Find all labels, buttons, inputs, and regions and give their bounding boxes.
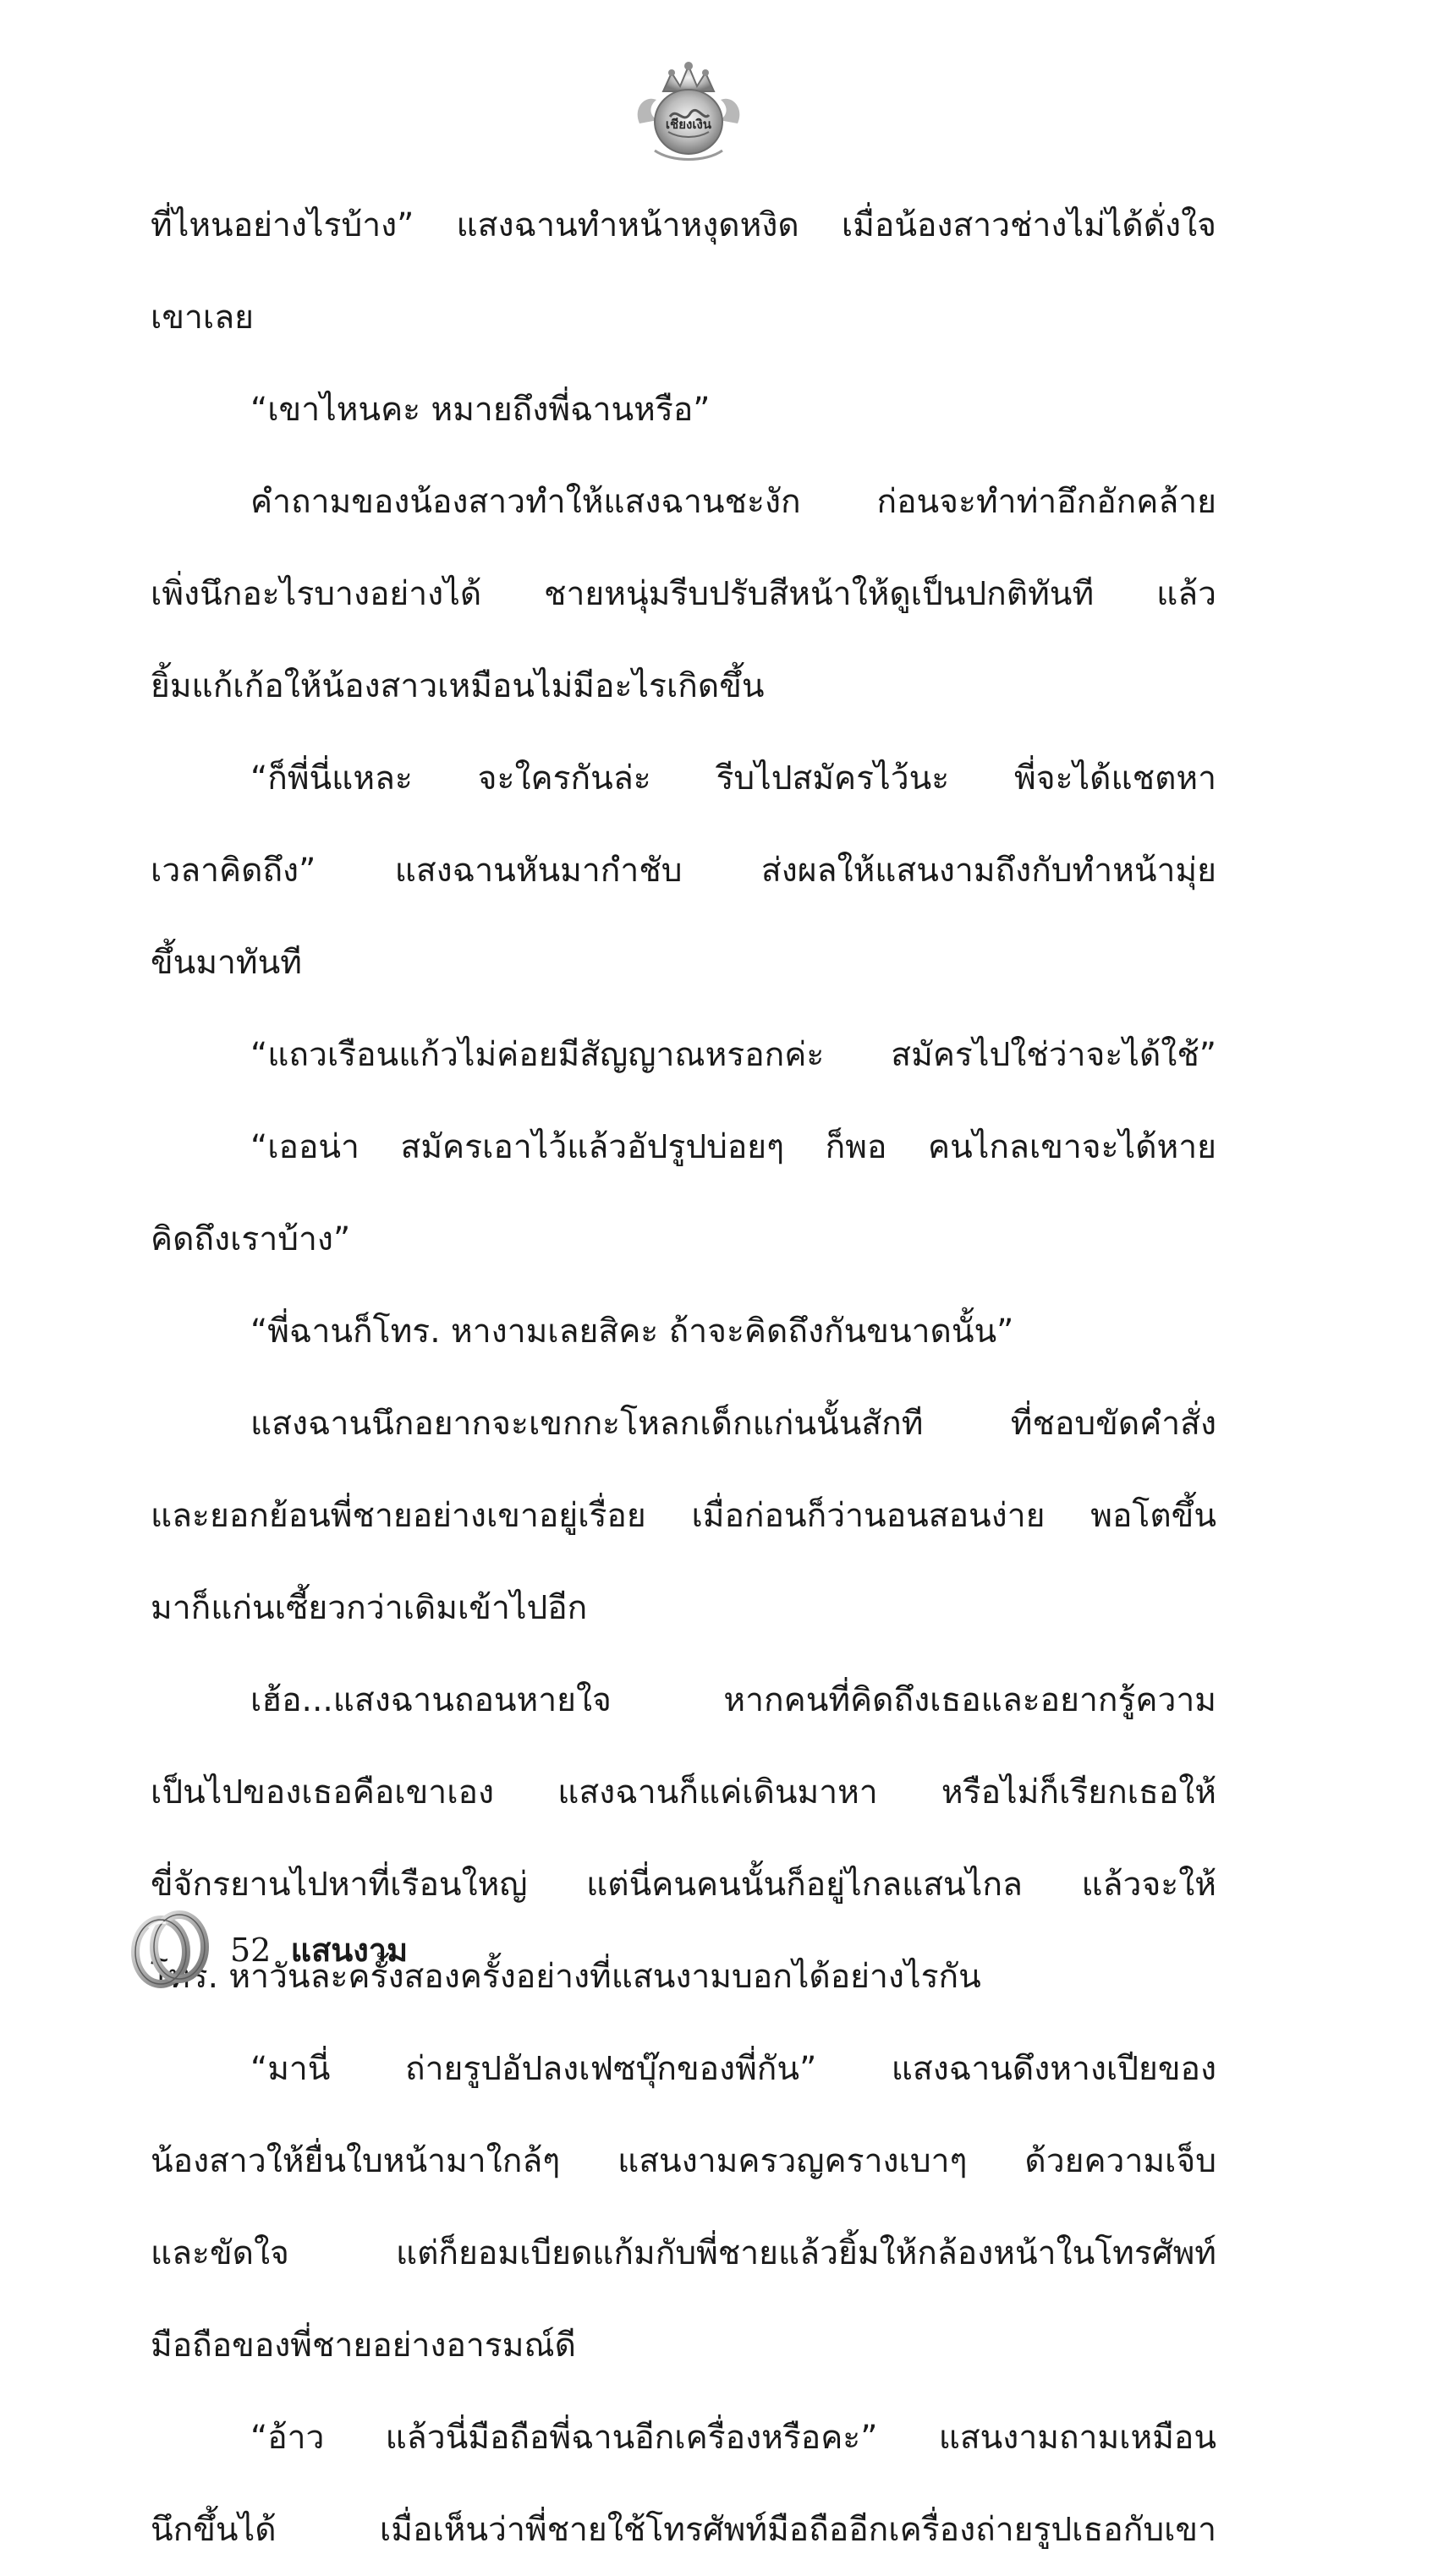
wedding-rings-icon <box>123 1903 217 1996</box>
text-line: น้องสาวให้ยื่นใบหน้ามาใกล้ๆ แสนงามครวญครางเบาๆ ด้วยความเจ็บ <box>151 2142 1216 2180</box>
text-line: มาก็แก่นเซี้ยวกว่าเดิมเข้าไปอีก <box>151 1589 588 1627</box>
text-line: “ก็พี่นี่แหละ จะใครกันล่ะ รีบไปสมัครไว้นะ พี่จะได้แชตหา <box>250 759 1216 797</box>
text-line: ขึ้นมาทันที <box>151 944 303 982</box>
text-line: “เออน่า สมัครเอาไว้แล้วอัปรูปบ่อยๆ ก็พอ คนไกลเขาจะได้หาย <box>250 1128 1216 1166</box>
book-title: แสนงาม <box>290 1931 409 1969</box>
text-line: “พี่ฉานก็โทร. หางามเลยสิคะ ถ้าจะคิดถึงกันขนาดนั้น” <box>250 1313 1014 1351</box>
text-line: นึกขึ้นได้ เมื่อเห็นว่าพี่ชายใช้โทรศัพท์มือถืออีกเครื่องถ่ายรูปเธอกับเขา <box>151 2511 1216 2549</box>
text-line: แสงฉานนึกอยากจะเขกกะโหลกเด็กแก่นนั้นสักที ที่ชอบขัดคำสั่ง <box>250 1405 1216 1443</box>
text-line: โทร. หาวันละครั้งสองครั้งอย่างที่แสนงามบอกได้อย่างไรกัน <box>151 1958 981 1996</box>
text-line: เฮ้อ...แสงฉานถอนหายใจ หากคนที่คิดถึงเธอและอยากรู้ความ <box>250 1681 1216 1719</box>
text-line: เขาเลย <box>151 299 254 337</box>
text-line: คำถามของน้องสาวทำให้แสงฉานชะงัก ก่อนจะทำท่าอึกอักคล้าย <box>250 483 1216 521</box>
text-line: และยอกย้อนพี่ชายอย่างเขาอยู่เรื่อย เมื่อก่อนก็ว่านอนสอนง่าย พอโตขึ้น <box>151 1497 1216 1535</box>
text-line: คิดถึงเราบ้าง” <box>151 1220 351 1258</box>
folio <box>230 1924 408 1976</box>
text-line: ที่ไหนอย่างไรบ้าง” แสงฉานทำหน้าหงุดหงิด เมื่อน้องสาวช่างไม่ได้ดั่งใจ <box>151 206 1216 244</box>
page-body <box>151 179 1216 2576</box>
text-line: ขี่จักรยานไปหาที่เรือนใหญ่ แต่นี่คนคนนั้นก็อยู่ไกลแสนไกล แล้วจะให้ <box>151 1866 1216 1904</box>
text-line: และขัดใจ แต่ก็ยอมเบียดแก้มกับพี่ชายแล้วยิ้มให้กล้องหน้าในโทรศัพท์ <box>151 2234 1216 2272</box>
text-line: เป็นไปของเธอคือเขาเอง แสงฉานก็แค่เดินมาหา หรือไม่ก็เรียกเธอให้ <box>151 1773 1216 1811</box>
text-line: “มานี่ ถ่ายรูปอัปลงเฟซบุ๊กของพี่กัน” แสงฉานดึงหางเปียของ <box>250 2050 1216 2088</box>
text-line: เวลาคิดถึง” แสงฉานหันมากำชับ ส่งผลให้แสนงามถึงกับทำหน้ามุ่ย <box>151 852 1216 890</box>
page-number: 52 <box>230 1931 272 1969</box>
logo-text: เชียงเงิน <box>665 117 712 132</box>
text-line: “แถวเรือนแก้วไม่ค่อยมีสัญญาณหรอกค่ะ สมัครไปใช่ว่าจะได้ใช้” <box>250 1036 1216 1074</box>
text-line: ยิ้มแก้เก้อให้น้องสาวเหมือนไม่มีอะไรเกิดขึ้น <box>151 667 765 705</box>
text-line: “อ้าว แล้วนี่มือถือพี่ฉานอีกเครื่องหรือคะ” แสนงามถามเหมือน <box>250 2419 1216 2457</box>
text-line: เพิ่งนึกอะไรบางอย่างได้ ชายหนุ่มรีบปรับสีหน้าให้ดูเป็นปกติทันที แล้ว <box>151 575 1216 613</box>
text-line: มือถือของพี่ชายอย่างอารมณ์ดี <box>151 2327 576 2365</box>
ornamental-crest-logo <box>629 58 748 167</box>
text-line: “เขาไหนคะ หมายถึงพี่ฉานหรือ” <box>250 391 711 429</box>
page-footer <box>123 1903 408 1996</box>
